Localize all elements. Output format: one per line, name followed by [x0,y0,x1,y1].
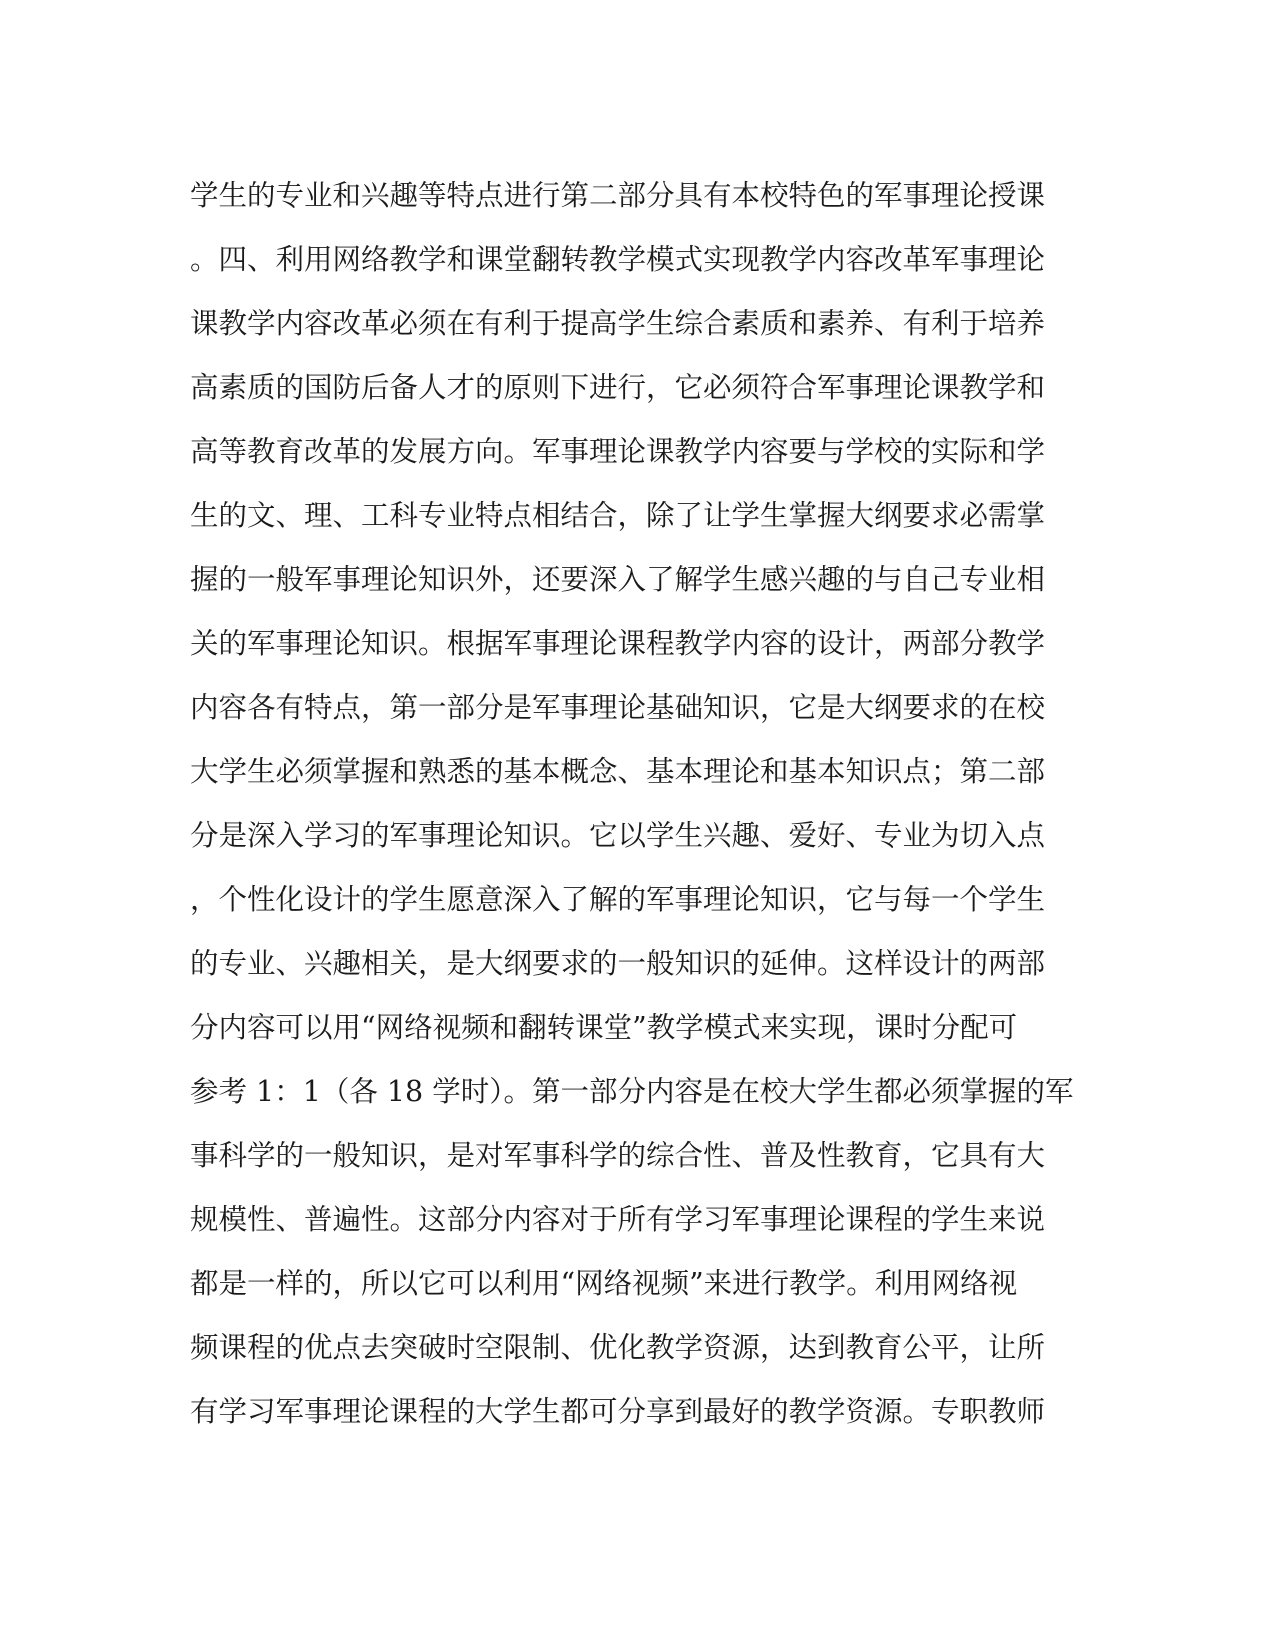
text-line-8: 关的军事理论知识。根据军事理论课程教学内容的设计，两部分教学 [190,627,1046,660]
text-line-2: 。四、利用网络教学和课堂翻转教学模式实现教学内容改革军事理论 [190,243,1046,276]
text-line-20: 有学习军事理论课程的大学生都可分享到最好的教学资源。专职教师 [190,1395,1046,1428]
text-line-12: ，个性化设计的学生愿意深入了解的军事理论知识，它与每一个学生 [190,883,1046,916]
text-line-11: 分是深入学习的军事理论知识。它以学生兴趣、爱好、专业为切入点 [190,819,1046,852]
text-line-13: 的专业、兴趣相关，是大纲要求的一般知识的延伸。这样设计的两部 [190,947,1046,980]
text-line-15: 参考 1：1（各 18 学时）。第一部分内容是在校大学生都必须掌握的军 [190,1075,1074,1108]
text-line-17: 规模性、普遍性。这部分内容对于所有学习军事理论课程的学生来说 [190,1203,1046,1236]
body-paragraph [190,164,1090,1444]
text-line-9: 内容各有特点，第一部分是军事理论基础知识，它是大纲要求的在校 [190,691,1046,724]
text-line-7: 握的一般军事理论知识外，还要深入了解学生感兴趣的与自己专业相 [190,563,1046,596]
text-line-18: 都是一样的，所以它可以利用“网络视频”来进行教学。利用网络视 [190,1267,1018,1300]
text-line-10: 大学生必须掌握和熟悉的基本概念、基本理论和基本知识点；第二部 [190,755,1046,788]
text-line-3: 课教学内容改革必须在有利于提高学生综合素质和素养、有利于培养 [190,307,1046,340]
text-line-16: 事科学的一般知识，是对军事科学的综合性、普及性教育，它具有大 [190,1139,1046,1172]
text-line-19: 频课程的优点去突破时空限制、优化教学资源，达到教育公平，让所 [190,1331,1046,1364]
text-line-1: 学生的专业和兴趣等特点进行第二部分具有本校特色的军事理论授课 [190,179,1046,212]
text-line-5: 高等教育改革的发展方向。军事理论课教学内容要与学校的实际和学 [190,435,1046,468]
text-line-14: 分内容可以用“网络视频和翻转课堂”教学模式来实现，课时分配可 [190,1011,1018,1044]
text-line-6: 生的文、理、工科专业特点相结合，除了让学生掌握大纲要求必需掌 [190,499,1046,532]
text-line-4: 高素质的国防后备人才的原则下进行，它必须符合军事理论课教学和 [190,371,1046,404]
